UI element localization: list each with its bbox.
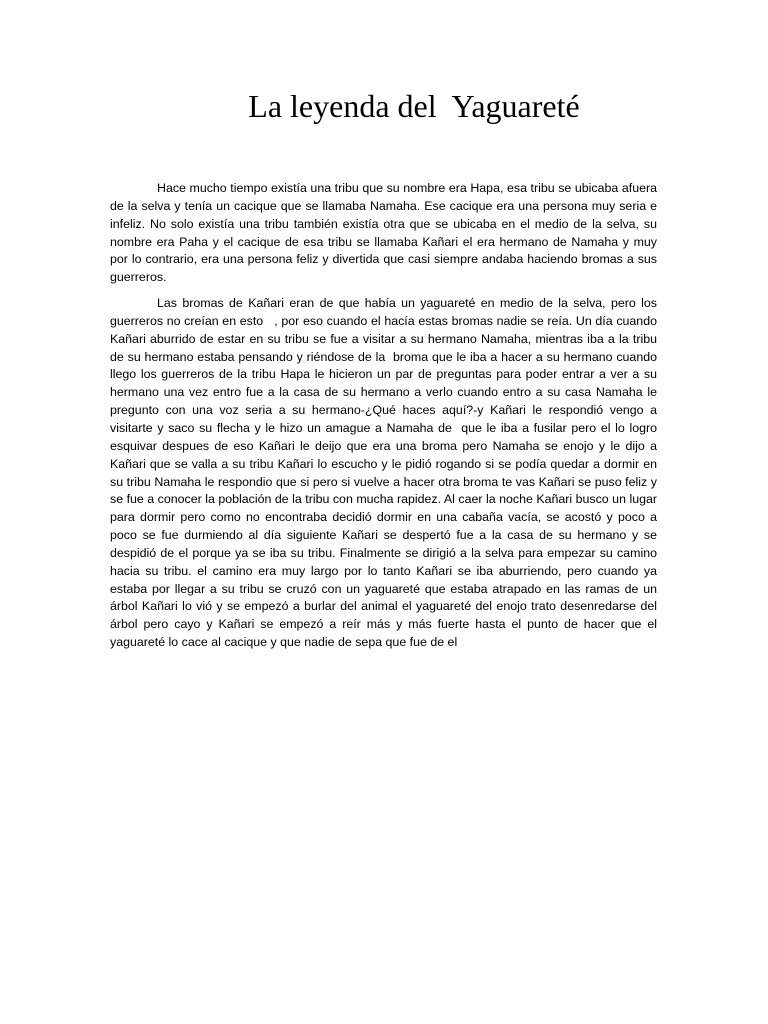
paragraph-2: Las bromas de Kañari eran de que había un yaguareté en medio de la selva, pero los guerreros no creían en esto , por eso cuando el hacía estas bromas nadie se reía. Un día cuando Kañari aburrido de estar en su tribu se fue a visitar a su hermano Namaha, mientras iba a la tribu de su hermano estaba pensando y riéndose de la broma que le iba a hacer a su hermano cuando llego los guerreros de la tribu Hapa le hicieron un par de preguntas para poder entrar a ver a su hermano una vez entro fue a la casa de su hermano a verlo cuando entro a su casa Namaha le pregunto con una voz seria a su hermano-¿Qué haces aquí?-y Kañari le respondió vengo a visitarte y saco su flecha y le hizo un amague a Namaha de que le iba a fusilar pero el lo logro esquivar despues de eso Kañari le deijo que era una broma pero Namaha se enojo y le dijo a Kañari que se valla a su tribu Kañari lo escucho y le pidió rogando si se podía quedar a dormir en su tribu Namaha le respondio que si pero si vuelve a hacer otra broma te vas Kañari se puso feliz y se fue a conocer la población de la tribu con mucha rapidez. Al caer la noche Kañari busco un lugar para dormir pero como no encontraba decidió dormir en una cabaña vacía, se acostó y poco a poco se fue durmiendo al día siguiente Kañari se despertó fue a la casa de su hermano y se despidió de el porque ya se iba su tribu. Finalmente se dirigió a la selva para empezar su camino hacia su tribu. el camino era muy largo por lo tanto Kañari se iba aburriendo, pero cuando ya estaba por llegar a su tribu se cruzó con un yaguareté que estaba atrapado en las ramas de un árbol Kañari lo vió y se empezó a burlar del animal el yaguareté del enojo trato desenredarse del árbol pero cayo y Kañari se empezó a reír más y más fuerte hasta el punto de hacer que el yaguareté lo cace al cacique y que nadie de sepa que fue de el [110, 296, 661, 650]
paragraph-1: Hace mucho tiempo existía una tribu que su nombre era Hapa, esa tribu se ubicaba afuera de la selva y tenía un cacique que se llamaba Namaha. Ese cacique era una persona muy seria e infeliz. No solo existía una tribu también existía otra que se ubicaba en el medio de la selva, su nombre era Paha y el cacique de esa tribu se llamaba Kañari el era hermano de Namaha y muy por lo contrario, era una persona feliz y divertida que casi siempre andaba haciendo bromas a sus guerreros. [110, 181, 661, 285]
document-body [110, 180, 661, 660]
document-title: La leyenda del Yaguareté [248, 88, 580, 124]
